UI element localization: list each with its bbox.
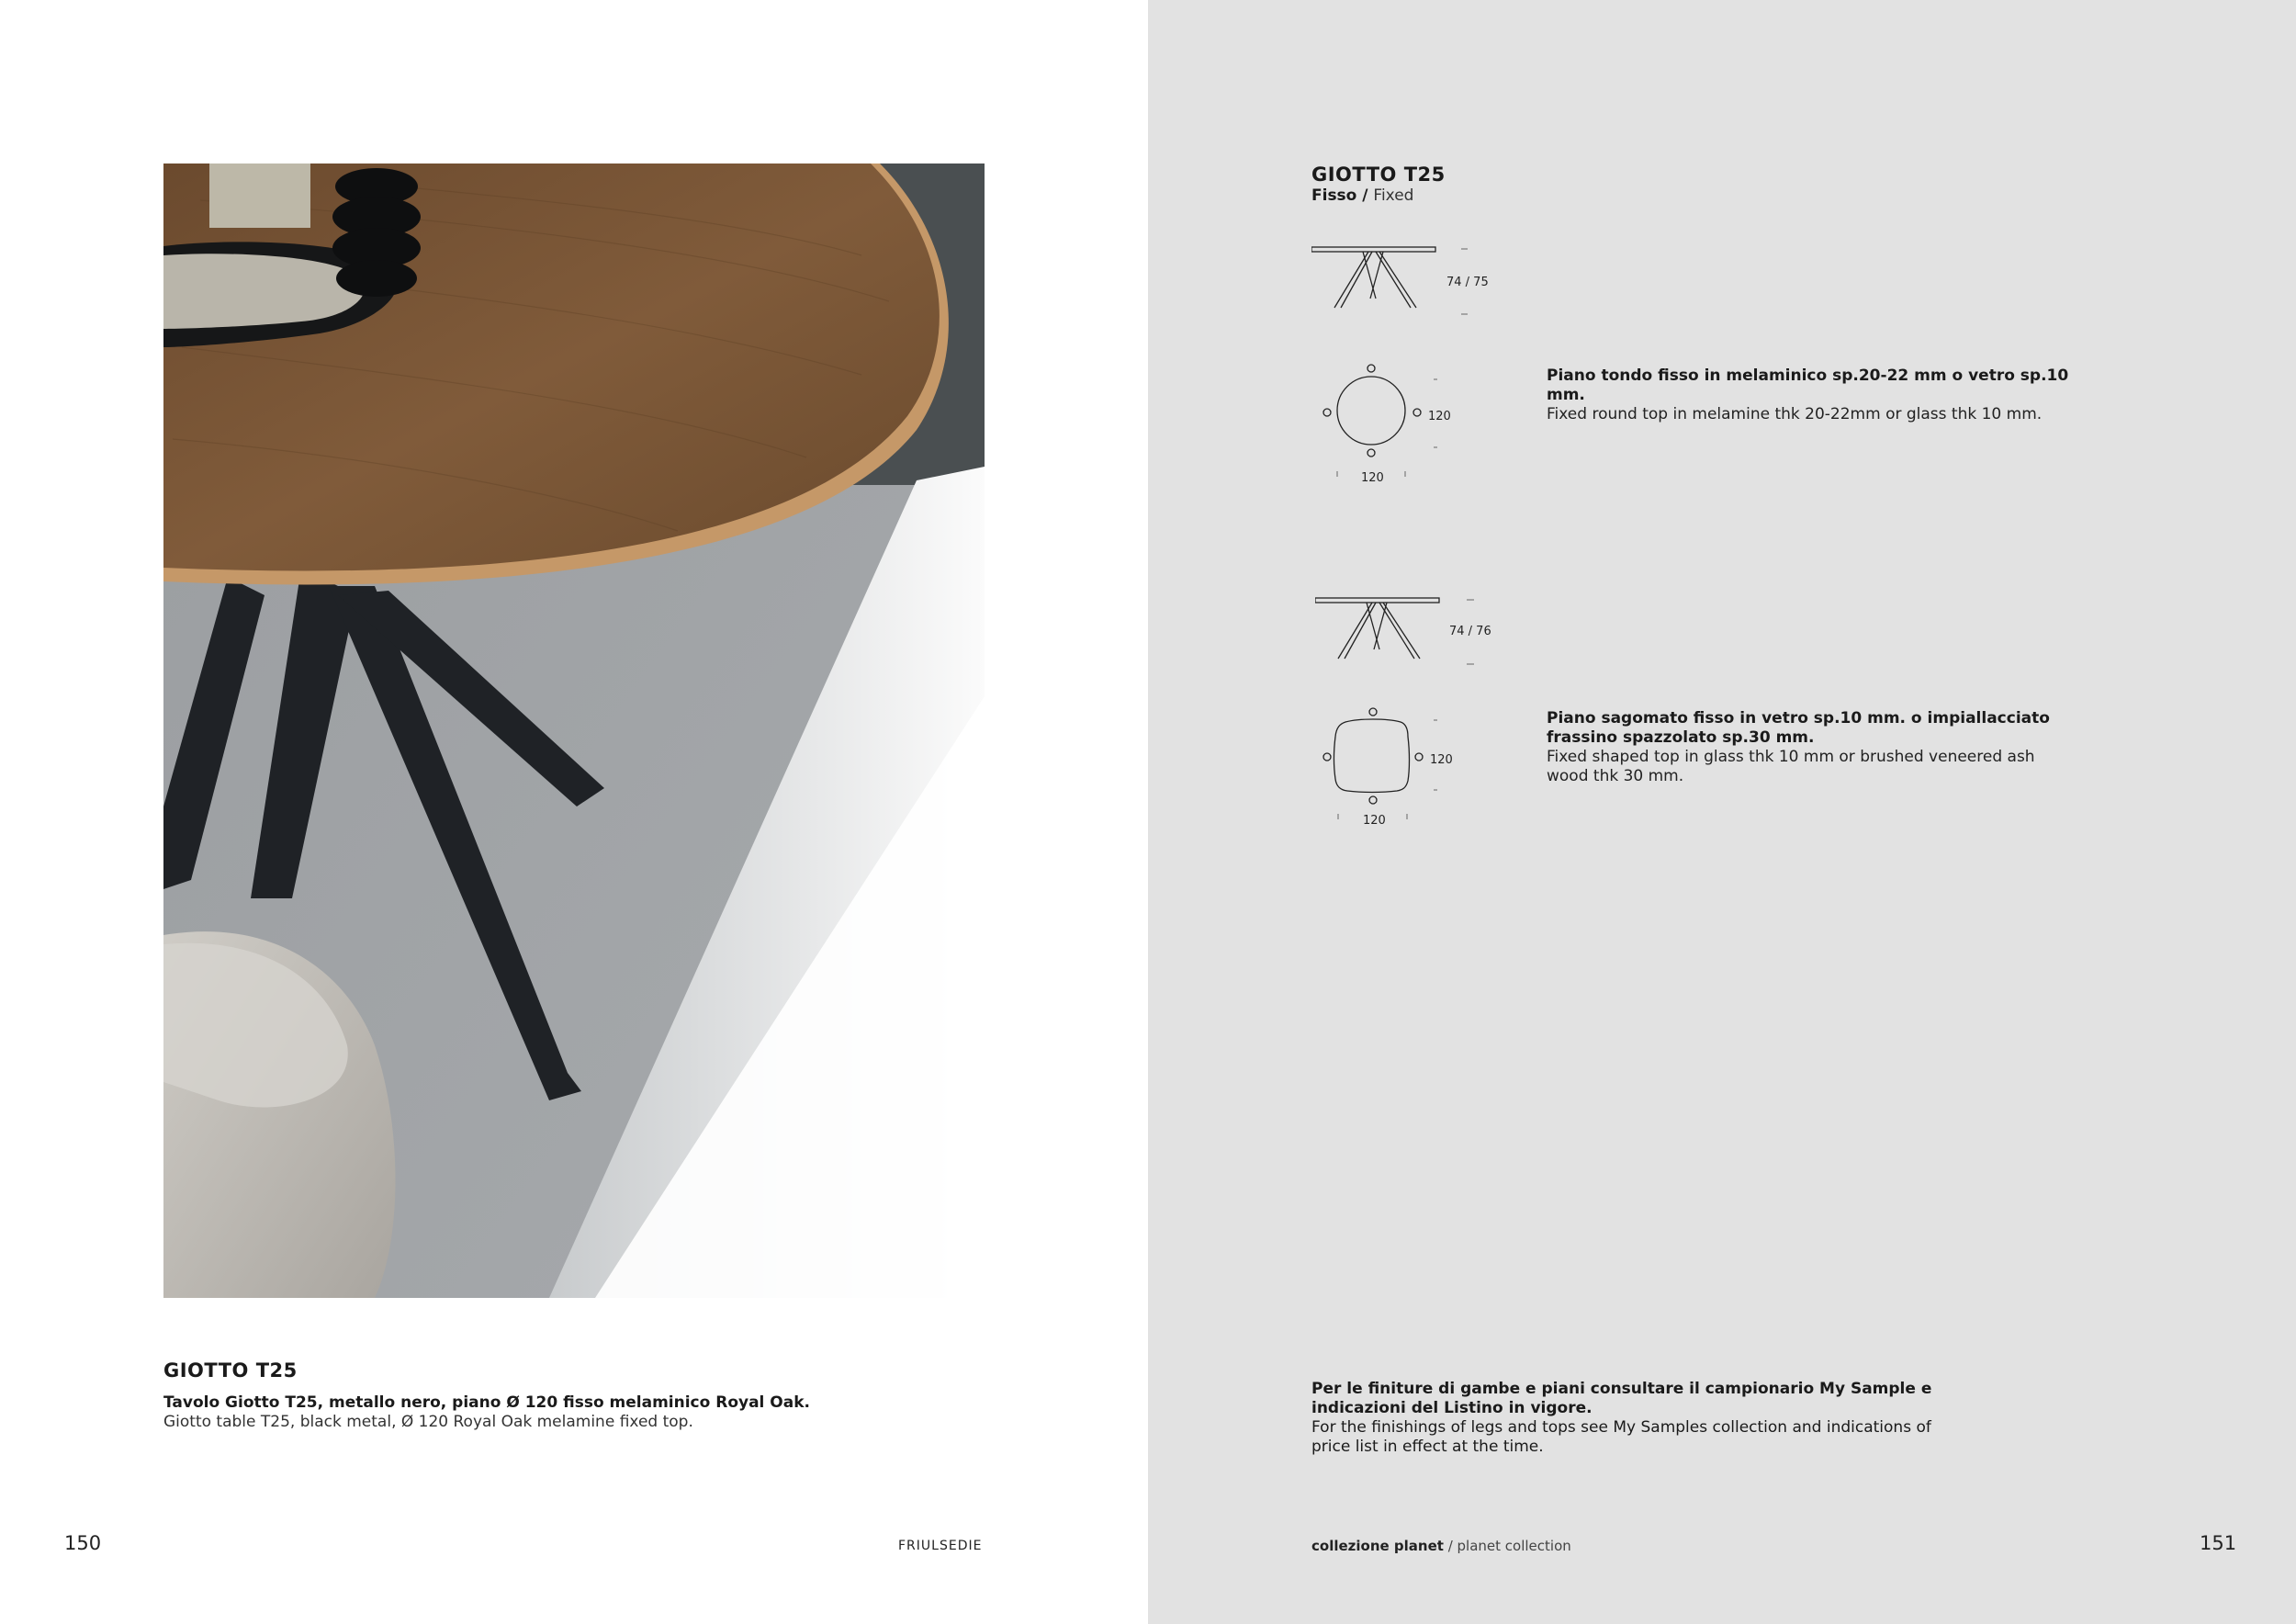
caption-italian: Tavolo Giotto T25, metallo nero, piano Ø 120 fisso melaminico Royal Oak. <box>163 1393 810 1412</box>
footer-collection-separator: / <box>1443 1538 1458 1554</box>
round-table-desc-italian: Piano tondo fisso in melaminico sp.20-22 mm o vetro sp.10 mm. <box>1547 367 2069 404</box>
shaped-table-depth-dim: 120 <box>1363 814 1386 828</box>
footer-collection <box>1311 1538 1571 1554</box>
shaped-table-desc-italian: Piano sagomato fisso in vetro sp.10 mm. o impiallacciato frassino spazzolato sp.30 mm. <box>1547 709 2050 747</box>
shaped-table-desc-english: Fixed shaped top in glass thk 10 mm or brushed veneered ash wood thk 30 mm. <box>1547 748 2035 785</box>
round-table-height-dim: 74 / 75 <box>1446 276 1489 289</box>
finishes-note-italian: Per le finiture di gambe e piani consultare il campionario My Sample e indicazioni del Listino in vigore. <box>1311 1380 1932 1417</box>
product-subtitle <box>1311 186 1413 205</box>
product-photo <box>163 164 985 1298</box>
page-number-left: 150 <box>64 1532 102 1554</box>
round-table-depth-dim: 120 <box>1361 471 1384 485</box>
shaped-table-description <box>1547 709 2061 786</box>
subtitle-separator: / <box>1356 186 1374 205</box>
finishes-note <box>1311 1380 1936 1457</box>
round-table-description <box>1547 367 2098 424</box>
subtitle-italian: Fisso <box>1311 186 1357 205</box>
round-table-side-view-drawing <box>1311 243 1468 317</box>
product-title: GIOTTO T25 <box>1311 164 1446 186</box>
round-table-width-dim: 120 <box>1428 410 1451 423</box>
footer-brand: FRIULSEDIE <box>898 1539 983 1553</box>
finishes-note-english: For the finishings of legs and tops see My Samples collection and indications of price list in effect at the time. <box>1311 1418 1931 1456</box>
page-number-right: 151 <box>2200 1532 2237 1554</box>
footer-collection-english: planet collection <box>1457 1538 1571 1554</box>
shaped-table-plan-view-drawing <box>1318 705 1437 825</box>
caption-english: Giotto table T25, black metal, Ø 120 Royal Oak melamine fixed top. <box>163 1413 693 1431</box>
subtitle-english: Fixed <box>1373 186 1414 205</box>
footer-collection-italian: collezione planet <box>1311 1538 1444 1554</box>
shaped-table-height-dim: 74 / 76 <box>1449 625 1491 638</box>
round-table-plan-view-drawing <box>1318 363 1437 482</box>
caption-title: GIOTTO T25 <box>163 1359 298 1382</box>
shaped-table-width-dim: 120 <box>1430 753 1453 767</box>
round-table-desc-english: Fixed round top in melamine thk 20-22mm or glass thk 10 mm. <box>1547 405 2043 423</box>
